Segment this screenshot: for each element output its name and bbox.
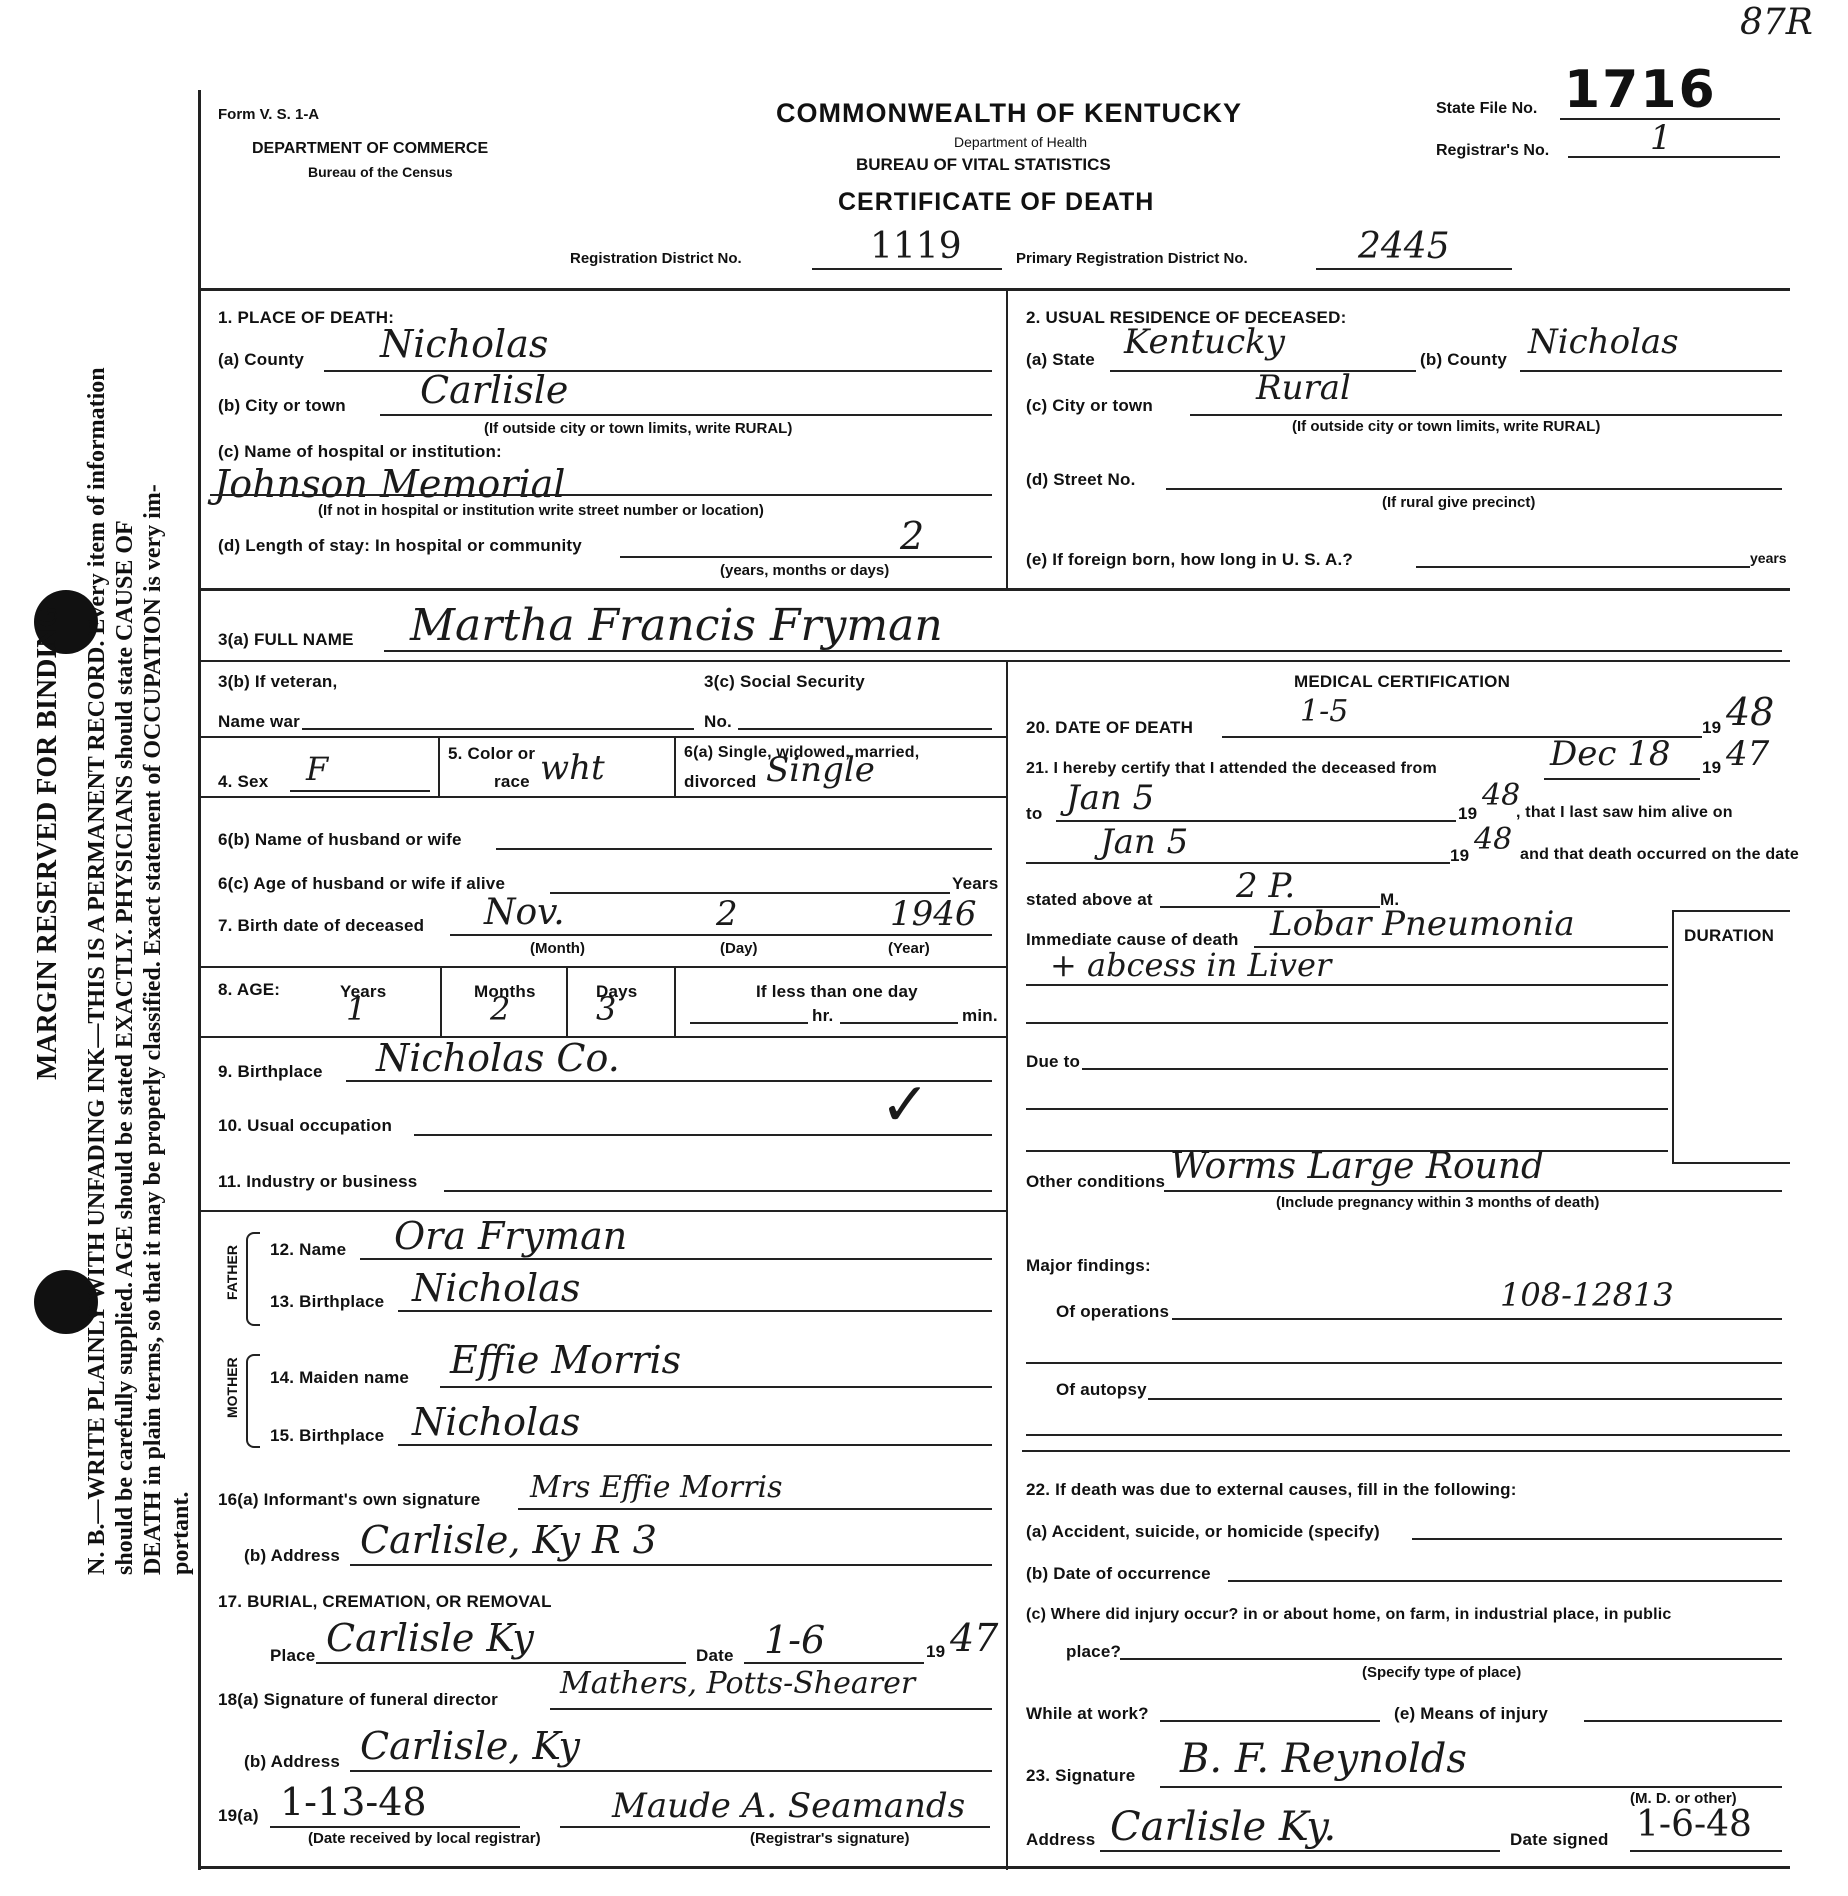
- veteran-label: 3(b) If veteran,: [218, 672, 338, 691]
- informant-address-value: Carlisle, Ky R 3: [360, 1518, 657, 1562]
- age-label: 8. AGE:: [218, 980, 281, 999]
- grid-center-top: [1006, 288, 1008, 588]
- margin-binding-text: MARGIN RESERVED FOR BINDING: [32, 605, 63, 1080]
- grid-age-2: [566, 966, 568, 1036]
- res-foreign-unit: years: [1750, 550, 1787, 566]
- occurred-label: and that death occurred on the date: [1520, 846, 1800, 863]
- cause-blank-line-2: [1026, 1108, 1668, 1110]
- pod-city-line: [380, 414, 992, 416]
- mother-name-label: 14. Maiden name: [270, 1368, 410, 1387]
- reg-district-label: Registration District No.: [570, 250, 742, 267]
- physician-signature-line: [1160, 1786, 1782, 1788]
- operations-label: Of operations: [1056, 1302, 1170, 1321]
- dept-commerce: DEPARTMENT OF COMMERCE: [252, 140, 489, 157]
- mother-bracket: [246, 1354, 260, 1448]
- informant-address-label: (b) Address: [244, 1546, 341, 1565]
- burial-year-value: 47: [950, 1616, 999, 1660]
- res-county-line: [1520, 370, 1782, 372]
- where-place-label: place?: [1066, 1642, 1122, 1661]
- mother-name-line: [440, 1386, 992, 1388]
- full-name-line: [384, 650, 1782, 652]
- grid-below-war: [200, 736, 1006, 738]
- birth-year-value: 1946: [890, 894, 977, 934]
- burial-label: 17. BURIAL, CREMATION, OR REMOVAL: [218, 1592, 552, 1611]
- last-saw-year: 48: [1474, 822, 1513, 857]
- spouse-name-label: 6(b) Name of husband or wife: [218, 830, 462, 849]
- major-findings-label: Major findings:: [1026, 1256, 1151, 1275]
- informant-line: [518, 1508, 992, 1510]
- grid-mid-right: [1022, 1450, 1790, 1452]
- certificate-title: CERTIFICATE OF DEATH: [838, 188, 1155, 216]
- birth-date-line: [450, 934, 992, 936]
- where-place-line: [1120, 1658, 1782, 1660]
- margin-note-line-3: DEATH in plain terms, so that it may be properly classified. Exact statement of OCCUPATION is very im-: [140, 484, 166, 1575]
- birth-day-caption: (Day): [720, 940, 758, 957]
- pod-stay-label: (d) Length of stay: In hospital or community: [218, 536, 582, 555]
- spouse-name-line: [496, 848, 992, 850]
- last-saw-label: , that I last saw him alive on: [1516, 804, 1733, 821]
- received-caption: (Date received by local registrar): [308, 1830, 541, 1847]
- birthplace-label: 9. Birthplace: [218, 1062, 323, 1081]
- marital-label-2: divorced: [684, 772, 757, 791]
- grid-sex-divider: [438, 736, 440, 796]
- accident-label: (a) Accident, suicide, or homicide (specify): [1026, 1522, 1380, 1541]
- burial-place-value: Carlisle Ky: [326, 1616, 534, 1660]
- father-bracket: [246, 1232, 260, 1326]
- registrar-no-line: [1568, 156, 1780, 158]
- color-value: wht: [540, 748, 605, 788]
- operations-blank-line: [1026, 1362, 1782, 1364]
- informant-label: 16(a) Informant's own signature: [218, 1490, 481, 1509]
- name-war-line: [302, 728, 694, 730]
- stated-label: stated above at: [1026, 890, 1153, 909]
- grid-below-occupation: [200, 1210, 1006, 1212]
- sex-line: [290, 790, 430, 792]
- reg-district-value: 1119: [870, 226, 962, 267]
- other-conditions-line: [1164, 1190, 1782, 1192]
- age-hr-label: hr.: [812, 1006, 834, 1025]
- operations-value: 108-12813: [1500, 1276, 1674, 1314]
- res-street-label: (d) Street No.: [1026, 470, 1136, 489]
- informant-address-line: [350, 1564, 992, 1566]
- immediate-cause-label: Immediate cause of death: [1026, 930, 1239, 949]
- res-city-line: [1190, 414, 1782, 416]
- name-war-label: Name war: [218, 712, 300, 731]
- registrar-signature-line: [560, 1826, 990, 1828]
- autopsy-line: [1148, 1398, 1782, 1400]
- grid-top: [200, 288, 1790, 291]
- director-address-line: [350, 1770, 992, 1772]
- res-foreign-line: [1416, 566, 1750, 568]
- pod-stay-note: (years, months or days): [720, 562, 890, 579]
- pod-hospital-label: (c) Name of hospital or institution:: [218, 442, 502, 461]
- res-county-label: (b) County: [1420, 350, 1507, 369]
- received-value: 1-13-48: [280, 1780, 427, 1824]
- grid-age-1: [440, 966, 442, 1036]
- age-years-value: 1: [346, 990, 367, 1028]
- director-value: Mathers, Potts-Shearer: [560, 1666, 916, 1701]
- age-months-value: 2: [490, 990, 511, 1028]
- residence-heading: 2. USUAL RESIDENCE OF DECEASED:: [1026, 308, 1347, 327]
- other-conditions-label: Other conditions: [1026, 1172, 1166, 1191]
- full-name-value: Martha Francis Fryman: [410, 600, 943, 651]
- grid-above-age: [200, 966, 1006, 968]
- mother-birthplace-line: [398, 1444, 992, 1446]
- dept-health: Department of Health: [954, 134, 1088, 150]
- birthplace-value: Nicholas Co.: [376, 1036, 620, 1080]
- mother-birthplace-value: Nicholas: [412, 1400, 581, 1444]
- other-conditions-value: Worms Large Round: [1170, 1146, 1545, 1187]
- dod-year-value: 48: [1726, 690, 1775, 734]
- father-birthplace-line: [398, 1310, 992, 1312]
- physician-address-line: [1100, 1850, 1500, 1852]
- res-city-note: (If outside city or town limits, write RURAL): [1292, 418, 1601, 435]
- means-injury-label: (e) Means of injury: [1394, 1704, 1548, 1723]
- occurrence-line: [1228, 1580, 1782, 1582]
- where-injury-label: (c) Where did injury occur? in or about home, on farm, in industrial place, in public: [1026, 1606, 1672, 1623]
- margin-note-line-1: N. B.—WRITE PLAINLY WITH UNFADING INK—THIS IS A PERMANENT RECORD. Every item of information: [84, 367, 110, 1575]
- pod-city-value: Carlisle: [420, 368, 569, 412]
- grid-below-name: [200, 660, 1790, 662]
- grid-race-divider: [674, 736, 676, 796]
- autopsy-label: Of autopsy: [1056, 1380, 1147, 1399]
- burial-date-label: Date: [696, 1646, 734, 1665]
- pod-stay-line: [620, 556, 992, 558]
- attend-from-year-prefix: 19: [1702, 758, 1722, 777]
- grid-bottom: [200, 1866, 1790, 1869]
- registrar-no-label: Registrar's No.: [1436, 142, 1550, 159]
- bureau-census: Bureau of the Census: [308, 164, 453, 180]
- to-value: Jan 5: [1066, 778, 1155, 818]
- duration-label: DURATION: [1684, 926, 1775, 945]
- sex-value: F: [306, 750, 329, 788]
- medical-heading: MEDICAL CERTIFICATION: [1294, 672, 1511, 691]
- director-line: [550, 1708, 992, 1710]
- grid-below-places: [200, 588, 1790, 591]
- physician-address-label: Address: [1026, 1830, 1096, 1849]
- received-label: 19(a): [218, 1806, 259, 1825]
- attend-from-value: Dec 18: [1550, 734, 1671, 774]
- registrar-signature-value: Maude A. Seamands: [612, 1786, 966, 1826]
- other-conditions-note: (Include pregnancy within 3 months of death): [1276, 1194, 1600, 1211]
- cause-blank-line-1: [1026, 1022, 1668, 1024]
- father-birthplace-value: Nicholas: [412, 1266, 581, 1310]
- occupation-check-mark: ✓: [880, 1070, 931, 1140]
- director-address-label: (b) Address: [244, 1752, 341, 1771]
- res-street-note: (If rural give precinct): [1382, 494, 1536, 511]
- full-name-label: 3(a) FULL NAME: [218, 630, 354, 649]
- state-file-value: 1716: [1564, 60, 1717, 120]
- color-label-1: 5. Color or: [448, 744, 536, 763]
- last-saw-line: [1026, 862, 1450, 864]
- marital-label-1: 6(a) Single, widowed, married,: [684, 744, 920, 761]
- primary-district-value: 2445: [1358, 226, 1450, 267]
- age-days-label: Days: [596, 982, 638, 1001]
- primary-district-line: [1316, 268, 1512, 270]
- res-state-value: Kentucky: [1124, 322, 1285, 362]
- dod-label: 20. DATE OF DEATH: [1026, 718, 1194, 737]
- ss-no-line: [738, 728, 992, 730]
- external-causes-label: 22. If death was due to external causes, fill in the following:: [1026, 1480, 1517, 1499]
- margin-note-line-2: should be carefully supplied. AGE should be stated EXACTLY. PHYSICIANS should state CAUSE OF: [112, 520, 138, 1575]
- pod-county-label: (a) County: [218, 350, 305, 369]
- last-saw-year-prefix: 19: [1450, 846, 1470, 865]
- state-file-note: 87R: [1740, 2, 1813, 43]
- father-side-label: FATHER: [224, 1245, 240, 1300]
- immediate-cause-value: Lobar Pneumonia: [1270, 904, 1575, 944]
- bureau-vital: BUREAU OF VITAL STATISTICS: [856, 155, 1111, 174]
- pod-city-note: (If outside city or town limits, write RURAL): [484, 420, 793, 437]
- due-to-label: Due to: [1026, 1052, 1081, 1071]
- to-year-prefix: 19: [1458, 804, 1478, 823]
- specify-place-note: (Specify type of place): [1362, 1664, 1522, 1681]
- director-address-value: Carlisle, Ky: [360, 1724, 580, 1768]
- burial-place-label: Place: [270, 1646, 316, 1665]
- ss-no-label: No.: [704, 712, 732, 731]
- last-saw-value: Jan 5: [1100, 822, 1189, 862]
- birth-month-caption: (Month): [530, 940, 585, 957]
- attend-label: 21. I hereby certify that I attended the deceased from: [1026, 760, 1437, 777]
- commonwealth-title: COMMONWEALTH OF KENTUCKY: [776, 98, 1242, 128]
- pod-hospital-note: (If not in hospital or institution write street number or location): [318, 502, 764, 519]
- due-to-line: [1082, 1068, 1668, 1070]
- at-work-label: While at work?: [1026, 1704, 1149, 1723]
- dod-year-prefix: 19: [1702, 718, 1722, 737]
- age-min-label: min.: [962, 1006, 998, 1025]
- res-county-value: Nicholas: [1528, 322, 1679, 362]
- age-months-label: Months: [474, 982, 536, 1001]
- birth-year-caption: (Year): [888, 940, 930, 957]
- immediate-cause-value-2: + abcess in Liver: [1050, 946, 1332, 984]
- form-left-border: [198, 90, 201, 1870]
- burial-place-line: [316, 1662, 686, 1664]
- mother-side-label: MOTHER: [224, 1357, 240, 1418]
- physician-signature-value: B. F. Reynolds: [1180, 1736, 1467, 1782]
- director-label: 18(a) Signature of funeral director: [218, 1690, 498, 1709]
- pod-city-label: (b) City or town: [218, 396, 346, 415]
- occurrence-label: (b) Date of occurrence: [1026, 1564, 1211, 1583]
- mother-name-value: Effie Morris: [450, 1338, 682, 1382]
- spouse-age-unit: Years: [952, 874, 999, 893]
- autopsy-blank-line: [1026, 1434, 1782, 1436]
- dod-value: 1-5: [1300, 694, 1349, 729]
- res-foreign-label: (e) If foreign born, how long in U. S. A.?: [1026, 550, 1353, 569]
- age-years-label: Years: [340, 982, 387, 1001]
- pod-stay-value: 2: [900, 514, 925, 558]
- date-signed-value: 1-6-48: [1636, 1804, 1752, 1845]
- time-unit: M.: [1380, 890, 1400, 909]
- registrar-caption: (Registrar's signature): [750, 1830, 910, 1847]
- form-number: Form V. S. 1-A: [218, 106, 320, 123]
- occupation-label: 10. Usual occupation: [218, 1116, 393, 1135]
- md-caption: (M. D. or other): [1630, 1790, 1737, 1807]
- res-city-label: (c) City or town: [1026, 396, 1153, 415]
- birth-date-label: 7. Birth date of deceased: [218, 916, 425, 935]
- pod-hospital-line: [210, 494, 992, 496]
- father-name-value: Ora Fryman: [394, 1214, 628, 1258]
- attend-from-line: [1544, 778, 1700, 780]
- received-line: [270, 1826, 520, 1828]
- physician-address-value: Carlisle Ky.: [1110, 1804, 1337, 1850]
- age-days-value: 3: [596, 990, 617, 1028]
- means-injury-line: [1584, 1720, 1782, 1722]
- burial-date-value: 1-6: [764, 1618, 826, 1662]
- spouse-age-label: 6(c) Age of husband or wife if alive: [218, 874, 506, 893]
- reg-district-line: [812, 268, 1002, 270]
- father-birthplace-label: 13. Birthplace: [270, 1292, 385, 1311]
- burial-date-line: [744, 1662, 924, 1664]
- res-city-value: Rural: [1256, 368, 1351, 408]
- informant-value: Mrs Effie Morris: [530, 1470, 783, 1505]
- age-hr-line: [690, 1022, 808, 1024]
- burial-year-prefix: 19: [926, 1642, 946, 1661]
- date-signed-line: [1630, 1850, 1782, 1852]
- registrar-no-value: 1: [1650, 118, 1672, 158]
- date-signed-label: Date signed: [1510, 1830, 1609, 1849]
- at-work-line: [1160, 1720, 1380, 1722]
- state-file-label: State File No.: [1436, 100, 1538, 117]
- margin-note-line-4: portant.: [168, 1491, 194, 1575]
- father-name-line: [360, 1258, 992, 1260]
- attend-from-year: 47: [1726, 734, 1770, 774]
- to-label: to: [1026, 804, 1043, 823]
- grid-center-main: [1006, 660, 1008, 1870]
- pod-county-value: Nicholas: [380, 322, 549, 366]
- social-security-label: 3(c) Social Security: [704, 672, 865, 691]
- age-less-label: If less than one day: [756, 982, 918, 1001]
- operations-line: [1172, 1318, 1782, 1320]
- pod-hospital-value: Johnson Memorial: [214, 462, 566, 506]
- birth-month-value: Nov.: [484, 892, 565, 933]
- place-of-death-heading: 1. PLACE OF DEATH:: [218, 308, 395, 327]
- mother-birthplace-label: 15. Birthplace: [270, 1426, 385, 1445]
- accident-line: [1412, 1538, 1782, 1540]
- age-min-line: [840, 1022, 958, 1024]
- sex-label: 4. Sex: [218, 772, 269, 791]
- color-label-2: race: [494, 772, 530, 791]
- birth-day-value: 2: [716, 894, 738, 934]
- to-year: 48: [1482, 778, 1521, 813]
- industry-label: 11. Industry or business: [218, 1172, 418, 1191]
- physician-signature-label: 23. Signature: [1026, 1766, 1136, 1785]
- time-value: 2 P.: [1236, 866, 1296, 906]
- grid-age-3: [674, 966, 676, 1036]
- res-state-label: (a) State: [1026, 350, 1095, 369]
- primary-district-label: Primary Registration District No.: [1016, 250, 1248, 267]
- grid-below-sex: [200, 796, 1006, 798]
- father-name-label: 12. Name: [270, 1240, 347, 1259]
- industry-line: [444, 1190, 992, 1192]
- res-street-line: [1166, 488, 1782, 490]
- immediate-cause-line-2: [1026, 984, 1668, 986]
- marital-value: Single: [766, 750, 875, 790]
- duration-box: [1672, 910, 1790, 1164]
